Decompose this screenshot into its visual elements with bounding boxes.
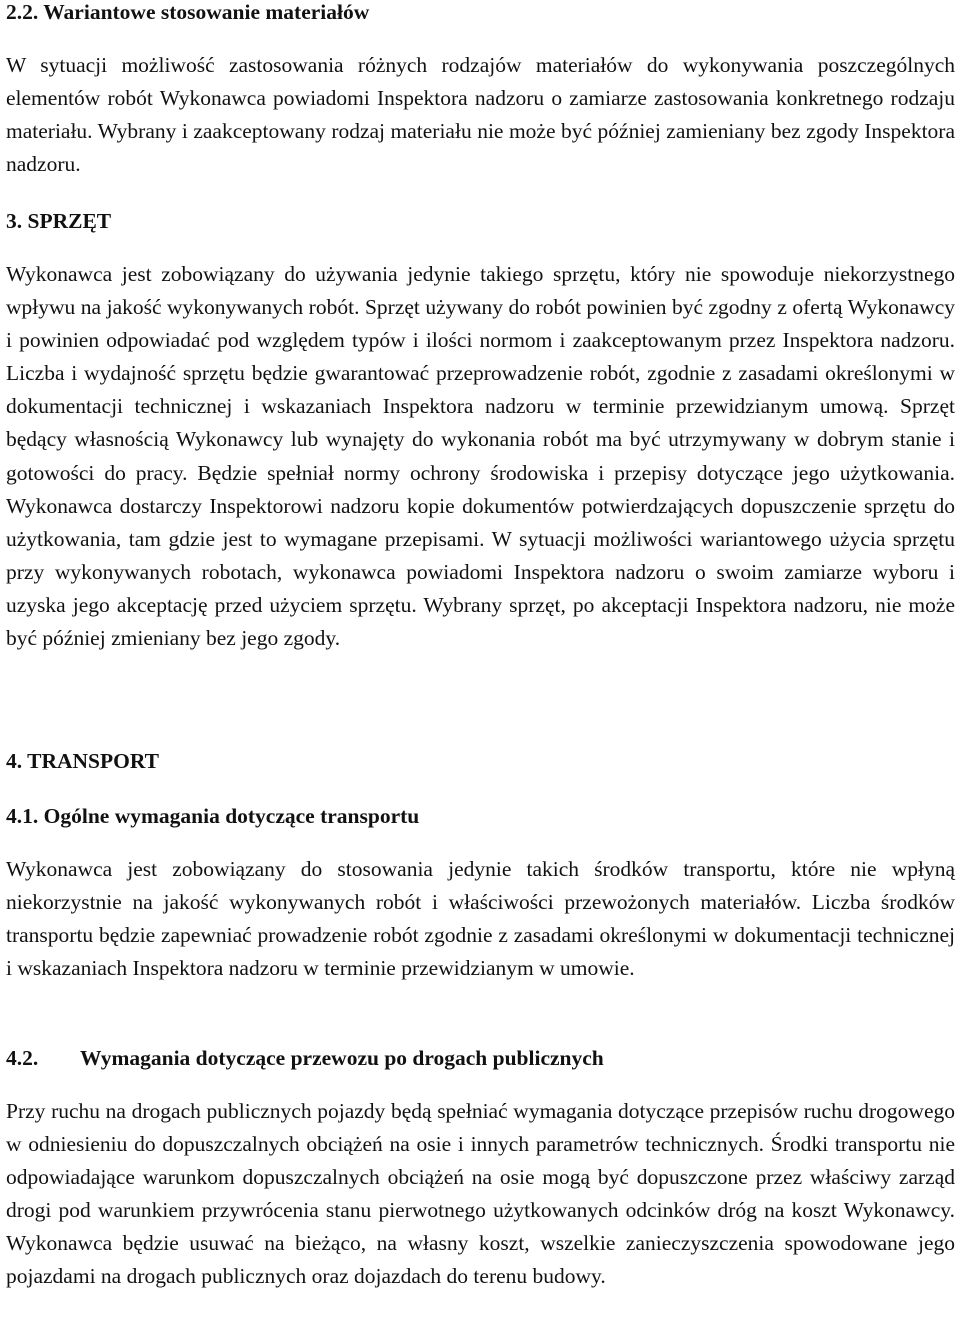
section-heading-4-2-text: Wymagania dotyczące przewozu po drogach publicznych	[80, 1046, 604, 1070]
section-heading-4: 4. TRANSPORT	[6, 749, 159, 773]
section-heading-4-2-number: 4.2.	[6, 1046, 39, 1070]
section-heading-4-2	[6, 1046, 604, 1070]
section-heading-4-1: 4.1. Ogólne wymagania dotyczące transportu	[6, 804, 420, 828]
section-paragraph-3: Wykonawca jest zobowiązany do używania jedynie takiego sprzętu, który nie spowoduje niekorzystnego wpływu na jakość wykonywanych robót. Sprzęt używany do robót powinien być zgodny z ofertą Wykonawcy i powinien odpowiadać pod względem typów i ilości normom i zaakceptowanym przez Inspektora nadzoru. Liczba i wydajność sprzętu będzie gwarantować przeprowadzenie robót, zgodnie z zasadami określonymi w dokumentacji technicznej i wskazaniach Inspektora nadzoru w terminie przewidzianym umową. Sprzęt będący własnością Wykonawcy lub wynajęty do wykonania robót ma być utrzymywany w dobrym stanie i gotowości do pracy. Będzie spełniał normy ochrony środowiska i przepisy dotyczące jego użytkowania. Wykonawca dostarczy Inspektorowi nadzoru kopie dokumentów potwierdzających dopuszczenie sprzętu do użytkowania, tam gdzie jest to wymagane przepisami. W sytuacji możliwości wariantowego użycia sprzętu przy wykonywanych robotach, wykonawca powiadomi Inspektora nadzoru o swoim zamiarze wyboru i uzyska jego akceptację przed użyciem sprzętu. Wybrany sprzęt, po akceptacji Inspektora nadzoru, nie może być później zmieniany bez jego zgody.	[6, 262, 955, 651]
section-paragraph-4-1: Wykonawca jest zobowiązany do stosowania jedynie takich środków transportu, które nie wpłyną niekorzystnie na jakość wykonywanych robót i właściwości przewożonych materiałów. Liczba środków transportu będzie zapewniać prowadzenie robót zgodnie z zasadami określonymi w dokumentacji technicznej i wskazaniach Inspektora nadzoru w terminie przewidzianym w umowie.	[6, 857, 955, 981]
section-heading-2-2: 2.2. Wariantowe stosowanie materiałów	[6, 0, 370, 24]
section-paragraph-2-2: W sytuacji możliwość zastosowania różnych rodzajów materiałów do wykonywania poszczególnych elementów robót Wykonawca powiadomi Inspektora nadzoru o zamiarze zastosowania konkretnego rodzaju materiału. Wybrany i zaakceptowany rodzaj materiału nie może być później zamieniany bez zgody Inspektora nadzoru.	[6, 53, 955, 177]
section-paragraph-4-2: Przy ruchu na drogach publicznych pojazdy będą spełniać wymagania dotyczące przepisów ruchu drogowego w odniesieniu do dopuszczalnych obciążeń na osie i innych parametrów technicznych. Środki transportu nie odpowiadające warunkom dopuszczalnych obciążeń na osie mogą być dopuszczone przez właściwy zarząd drogi pod warunkiem przywrócenia stanu pierwotnego użytkowanych odcinków dróg na koszt Wykonawcy. Wykonawca będzie usuwać na bieżąco, na własny koszt, wszelkie zanieczyszczenia spowodowane jego pojazdami na drogach publicznych oraz dojazdach do terenu budowy.	[6, 1099, 955, 1289]
section-heading-3: 3. SPRZĘT	[6, 209, 112, 233]
